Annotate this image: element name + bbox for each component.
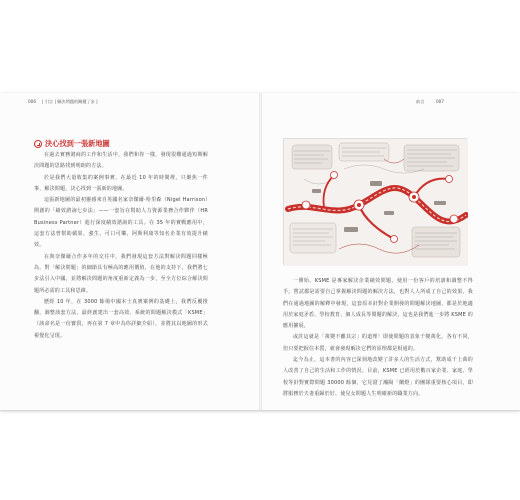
left-page — [0, 93, 259, 410]
map-drawing — [284, 139, 468, 266]
check-circle-icon — [34, 140, 42, 148]
paragraph: 一開始，KSME 是專家解決企業績效問題，使用一份客戶的培訓和調整不得手，嘗試都是需要自己掌握解決問題的解決方法，也對人人所成了自己的效果。我們在通過地圖的解釋中發現，這套原本針對企業開發的問題解決地圖，都是於地適用於家庭矛盾、學校教育、個人成長等問題的解決，這也是我們進一步將 KSME 的應用擴展。 — [283, 278, 473, 330]
paragraph: 迄今為止，這本書的內容已深刻地改變了許多人的生活方式，幫助成千上萬的人改善了自己的生活和工作的情況。目前，KSME 已經用於數百家企業、家庭、學校等針對實際問題 30000 餘個，它見證了瀚陽「蘭燈」的團隊重要核心項目，即將服務於夫妻重歸於好、使兒女問題人生明確新的職業方向。 — [283, 357, 473, 397]
page-number: 006 — [28, 99, 36, 104]
paragraph: 於是我們大量收集的案例事實，在最近 10 年的時間裡，只聚焦一件事，解決問題，決心找到一張新的地圖。 — [34, 174, 208, 192]
paragraph: 這張新地圖的最初靈感來自英國名家奈傑爾·哈里森（Nigel Harrison）開創的「績效諮詢七步法」——一套旨在幫助人力資源業務合作夥伴（HR Business Partner）進行深度績效諮詢的工具。在 35 年的實戰應用中，這套方法曾幫助蘋果、強生、可口可樂、阿斯利康等知名企業有效提升績效。 — [34, 197, 208, 249]
right-page — [262, 93, 520, 410]
ksme-map-illustration — [283, 138, 467, 265]
section-heading-text: 決心找到一張新地圖 — [45, 139, 110, 148]
chapter-label: 前言 — [416, 99, 425, 104]
section-heading — [34, 139, 110, 149]
paragraph: 在與奈傑爾合作多年的交往中，我們發現這套方法對解決問題同樣極為，對「解決問題」的細節具有極高的應用價值，在他的支持下，我們將七步法引入中國，並將解決問題的角度重新定義為一步，至全方位綜合解決問題所必需的工具和思維。 — [34, 253, 208, 294]
paragraph: 或許這就是「萬變不離其宗」的道理！即使問題的表象千變萬化，各有不同，但只要把握住本質，就會發現解決它們的原理都是相通的。 — [283, 334, 473, 352]
paragraph: 歷經 10 年，在 3000 餘場中國本土真實案例的基礎上，我們反覆推翻、調整該套方法，最終創建出一套高效、系統的問題解決模式「KSME」（該命名是一份寶貴，再在第 7 章中為你詳細介紹），並將其以地圖的形式視覺化呈現。 — [34, 298, 208, 339]
paragraph: 在過去實務諮商的工作和生活中，我們和你一樣，發現很難通過短期解決問題的思路找到明朗的方法。 — [34, 152, 208, 170]
page-number: 007 — [436, 99, 444, 104]
running-head: | 引言 | 解決問題的關鍵了步 | — [42, 99, 98, 104]
book-spread — [0, 93, 520, 410]
right-body-text — [283, 276, 473, 400]
left-body-text — [34, 150, 208, 342]
